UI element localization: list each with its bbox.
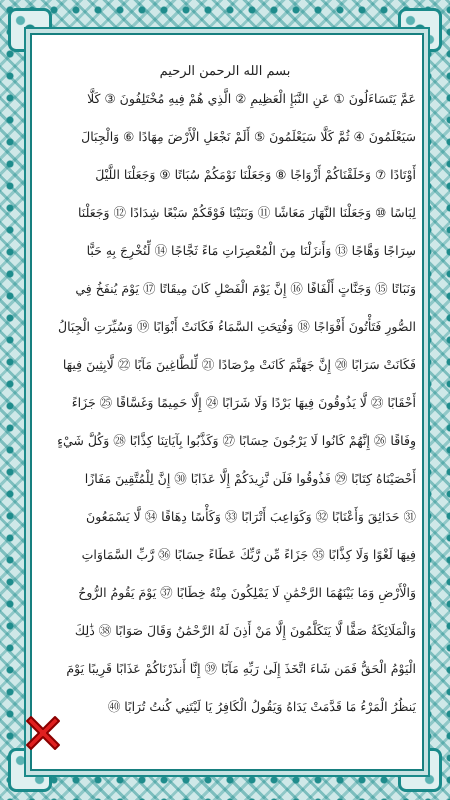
verse-line: الْيَوْمُ الْحَقُّ فَمَن شَاءَ اتَّخَذَ إِلَىٰ رَبِّهِ مَآبًا ㊴ إِنَّا أَنذَرْنَاكُمْ عَذَابًا قَرِيبًا يَوْمَ (66, 661, 416, 676)
verse-line: سِرَاجًا وَهَّاجًا ⑬ وَأَنزَلْنَا مِنَ الْمُعْصِرَاتِ مَاءً ثَجَّاجًا ⑭ لِّنُخْرِجَ بِهِ حَبًّا (86, 243, 416, 258)
verse-line: لِبَاسًا ⑩ وَجَعَلْنَا النَّهَارَ مَعَاشًا ⑪ وَبَنَيْنَا فَوْقَكُمْ سَبْعًا شِدَادًا ⑫ وَجَعَلْنَا (78, 205, 416, 220)
verse-line: عَمَّ يَتَسَاءَلُونَ ① عَنِ النَّبَإِ الْعَظِيمِ ② الَّذِي هُمْ فِيهِ مُخْتَلِفُونَ ③ كَلَّا (87, 91, 416, 106)
verse-line: سَيَعْلَمُونَ ④ ثُمَّ كَلَّا سَيَعْلَمُونَ ⑤ أَلَمْ نَجْعَلِ الْأَرْضَ مِهَادًا ⑥ وَالْجِبَالَ (81, 129, 416, 144)
verse-line: الصُّورِ فَتَأْتُونَ أَفْوَاجًا ⑱ وَفُتِحَتِ السَّمَاءُ فَكَانَتْ أَبْوَابًا ⑲ وَسُيِّرَتِ الْجِبَالُ (58, 319, 416, 334)
verse-line: أَحْصَيْنَاهُ كِتَابًا ㉙ فَذُوقُوا فَلَن نَّزِيدَكُمْ إِلَّا عَذَابًا ㉚ إِنَّ لِلْمُتَّقِينَ مَفَازًا (84, 471, 416, 486)
close-button[interactable] (17, 707, 69, 759)
verse-line: ㉛ حَدَائِقَ وَأَعْنَابًا ㉜ وَكَوَاعِبَ أَتْرَابًا ㉝ وَكَأْسًا دِهَاقًا ㉞ لَّا يَسْمَعُونَ (86, 509, 416, 524)
verse-line: أَحْقَابًا ㉓ لَّا يَذُوقُونَ فِيهَا بَرْدًا وَلَا شَرَابًا ㉔ إِلَّا حَمِيمًا وَغَسَّاقًا ㉕ جَزَاءً (71, 395, 416, 410)
verse-line: وَالْمَلَائِكَةُ صَفًّا لَّا يَتَكَلَّمُونَ إِلَّا مَنْ أَذِنَ لَهُ الرَّحْمَٰنُ وَقَالَ صَوَابًا ㊳ ذَٰلِكَ (74, 623, 416, 638)
verse-line: وَالْأَرْضِ وَمَا بَيْنَهُمَا الرَّحْمَٰنِ لَا يَمْلِكُونَ مِنْهُ خِطَابًا ㊲ يَوْمَ يَقُومُ الرُّوحُ (78, 585, 416, 600)
close-icon (17, 707, 69, 759)
verse-line: وَنَبَاتًا ⑮ وَجَنَّاتٍ أَلْفَافًا ⑯ إِنَّ يَوْمَ الْفَصْلِ كَانَ مِيقَاتًا ⑰ يَوْمَ يُنفَخُ فِي (75, 281, 416, 296)
verse-line: وِفَاقًا ㉖ إِنَّهُمْ كَانُوا لَا يَرْجُونَ حِسَابًا ㉗ وَكَذَّبُوا بِآيَاتِنَا كِذَّابًا ㉘ وَكُلَّ شَيْءٍ (57, 433, 416, 448)
verse-line: يَنظُرُ الْمَرْءُ مَا قَدَّمَتْ يَدَاهُ وَيَقُولُ الْكَافِرُ يَا لَيْتَنِي كُنتُ تُرَابًا ㊵ (107, 699, 416, 714)
verse-line: أَوْتَادًا ⑦ وَخَلَقْنَاكُمْ أَزْوَاجًا ⑧ وَجَعَلْنَا نَوْمَكُمْ سُبَاتًا ⑨ وَجَعَلْنَا اللَّيْلَ (95, 167, 416, 182)
basmala: بسم الله الرحمن الرحيم (159, 64, 291, 79)
verse-line: فَكَانَتْ سَرَابًا ⑳ إِنَّ جَهَنَّمَ كَانَتْ مِرْصَادًا ㉑ لِّلطَّاغِينَ مَآبًا ㉒ لَّابِثِينَ فِيهَا (62, 357, 416, 372)
quran-page (34, 62, 416, 742)
verse-line: فِيهَا لَغْوًا وَلَا كِذَّابًا ㉟ جَزَاءً مِّن رَّبِّكَ عَطَاءً حِسَابًا ㊱ رَّبِّ السَّمَاوَاتِ (81, 547, 416, 562)
